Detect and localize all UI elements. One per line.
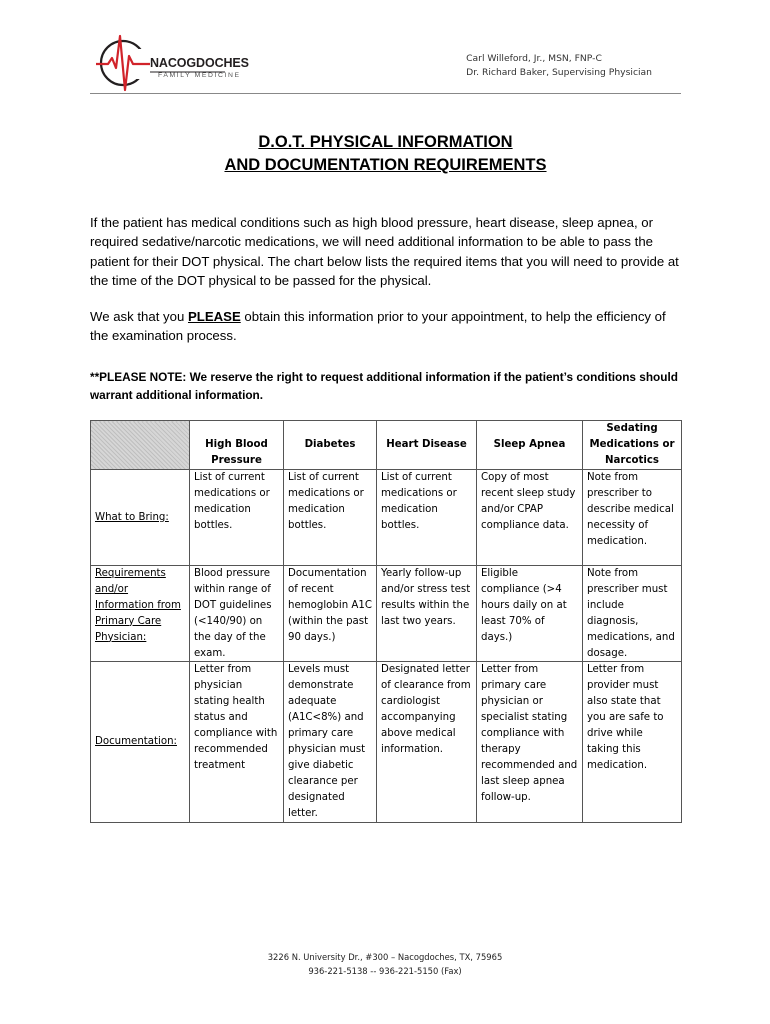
row-label: Documentation: <box>91 662 190 822</box>
table-header-row <box>91 421 682 470</box>
table-row <box>91 566 682 662</box>
logo-name: NACOGDOCHES <box>150 56 249 70</box>
table-cell: List of current medications or medication bottles. <box>377 470 477 566</box>
note-paragraph: **PLEASE NOTE: We reserve the right to request additional information if the patient’s conditions should warrant additional information. <box>90 370 678 402</box>
row-label: Requirements and/or Information from Primary Care Physician: <box>91 566 190 662</box>
footer <box>0 950 770 978</box>
table-cell: Copy of most recent sleep study and/or CPAP compliance data. <box>477 470 583 566</box>
provider-line-1: Carl Willeford, Jr., MSN, FNP-C <box>466 53 602 64</box>
table-cell: Letter from provider must also state that you are safe to drive while taking this medication. <box>583 662 682 822</box>
table-cell: List of current medications or medication bottles. <box>190 470 284 566</box>
intro-paragraph: If the patient has medical conditions such as high blood pressure, heart disease, sleep apnea, or required sedative/narcotic medications, we will need additional information to be able to pass the patient for their DOT physical. The chart below lists the required items that you will need to provide at the time of the DOT physical to be passed for the physical. <box>90 215 679 288</box>
column-header: Diabetes <box>284 421 377 470</box>
table-cell: Note from prescriber to describe medical necessity of medication. <box>583 470 682 566</box>
request-paragraph <box>90 307 685 346</box>
header-divider <box>90 93 681 94</box>
table-cell: Eligible compliance (>4 hours daily on at least 70% of days.) <box>477 566 583 662</box>
table-cell: Letter from primary care physician or specialist stating compliance with therapy recommended and last sleep apnea follow-up. <box>477 662 583 822</box>
please-emphasis: PLEASE <box>187 309 241 324</box>
column-header: Sedating Medications or Narcotics <box>583 421 682 470</box>
table-cell: Blood pressure within range of DOT guidelines (<140/90) on the day of the exam. <box>190 566 284 662</box>
table-cell: Note from prescriber must include diagnosis, medications, and dosage. <box>583 566 682 662</box>
table-cell: Yearly follow-up and/or stress test results within the last two years. <box>377 566 477 662</box>
row-label: What to Bring: <box>91 470 190 566</box>
table-cell: List of current medications or medication bottles. <box>284 470 377 566</box>
page-title-line-2: AND DOCUMENTATION REQUIREMENTS <box>224 156 547 174</box>
table-cell: Designated letter of clearance from cardiologist accompanying above medical information. <box>377 662 477 822</box>
provider-block <box>466 52 652 80</box>
request-text-after: obtain this information prior to your appointment, to help the efficiency of the examination process. <box>90 309 666 344</box>
table-corner-cell <box>91 421 190 470</box>
footer-phones: 936-221-5138 -- 936-221-5150 (Fax) <box>308 966 462 976</box>
logo-subtitle: FAMILY MEDICINE <box>158 72 241 79</box>
requirements-table <box>90 420 682 823</box>
table-cell: Levels must demonstrate adequate (A1C<8%) and primary care physician must give diabetic clearance per designated letter. <box>284 662 377 822</box>
column-header: High Blood Pressure <box>190 421 284 470</box>
footer-address: 3226 N. University Dr., #300 – Nacogdoches, TX, 75965 <box>267 952 503 962</box>
table-cell: Letter from physician stating health status and compliance with recommended treatment <box>190 662 284 822</box>
page-title-line-1: D.O.T. PHYSICAL INFORMATION <box>258 133 513 151</box>
column-header: Sleep Apnea <box>477 421 583 470</box>
provider-line-2: Dr. Richard Baker, Supervising Physician <box>466 67 652 78</box>
table-cell: Documentation of recent hemoglobin A1C (within the past 90 days.) <box>284 566 377 662</box>
column-header: Heart Disease <box>377 421 477 470</box>
table-row <box>91 470 682 566</box>
table-row <box>91 662 682 822</box>
request-text-before: We ask that you <box>90 309 188 324</box>
